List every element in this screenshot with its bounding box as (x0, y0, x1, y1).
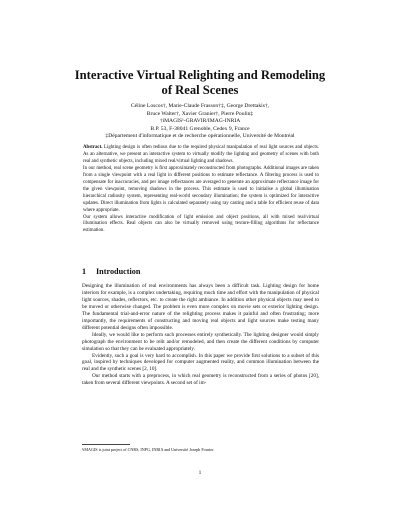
abstract (83, 145, 319, 235)
affiliation-line: ‡Département d'informatique et de recherche opérationnelle, Université de Montréal (105, 133, 295, 140)
footnote-rule (82, 444, 130, 445)
abstract-label: Abstract. (83, 145, 103, 150)
page-number: 1 (198, 470, 202, 476)
paper-title (40, 68, 360, 98)
author-block (40, 103, 360, 141)
section-heading (82, 267, 140, 277)
author-line: Bruce Walter†, Xavier Granier†, Pierre Poulin‡ (146, 110, 254, 117)
abstract-paragraph: Our system allows interactive modification of light emission and object positions, all with mixed real/virtual illumination effects. Real objects can also be virtually removed using texture-filling algorithms for reflectance estimation. (83, 214, 319, 234)
affiliation-line: B.P. 53, F-38041 Grenoble, Cedex 9, France (150, 125, 250, 132)
footnote: ¹iMAGIS is joint project of CNRS, INPG, INRIA and Université Joseph Fourier. (82, 447, 215, 452)
body-paragraph: Ideally, we would like to perform such processes entirely synthetically. The lighting designer would simply photograph the environment to be relit and/or remodeled, and then create the different conditions by computer simulation so that they can be evaluated appropriately. (82, 331, 319, 352)
abstract-text: Lighting design is often tedious due to the required physical manipulation of real light sources and objects. As an alternative, we present an interactive system to virtually modify the lighting and geometry of scenes with both real and synthetic objects, including mixed real/virtual lighting and shadows. (83, 145, 319, 164)
body-paragraph: Our method starts with a preprocess, in which real geometry is reconstructed from a series of photos [20], taken from several different viewpoints. A second set of im- (82, 373, 319, 387)
author-line: Céline Loscos†, Marie-Claude Frasson†‡, George Drettakis†, (130, 103, 270, 109)
body-paragraph: Designing the illumination of real environments has always been a difficult task. Lighting design for home interiors for example, is a complex undertaking, requiring much time and effort with the manipulation of physical light sources, shades, reflectors, etc. to create the right ambiance. In addition other physical objects may need to be moved or otherwise changed. The problem is even more complex on movie sets or exterior lighting design. The fundamental trial-and-error nature of the relighting process makes it painful and often frustrating; more importantly, the requirements of constructing and moving real objects and light sources make testing many different potential designs often impossible. (82, 283, 319, 331)
affiliation-line: †iMAGIS¹-GRAVIR/IMAG-INRIA (159, 118, 241, 125)
section-title: Introduction (96, 267, 141, 276)
title-line-2: of Real Scenes (161, 83, 239, 97)
title-line-1: Interactive Virtual Relighting and Remodeling (74, 68, 326, 82)
abstract-paragraph: In our method, real scene geometry is first approximately reconstructed from photographs. Additional images are taken from a single viewpoint with a real light in different positions to estimate reflectance. A filtering process is used to compensate for inaccuracies, and per image reflectances are averaged to generate an approximate reflectance image for the given viewpoint, removing shadows in the process. This estimate is used to initialise a global illumination hierarchical radiosity system, representing real-world secondary illumination; the system is optimized for interactive updates. Direct illumination from lights is calculated separately using ray casting and a table for efficient reuse of data where appropriate. (83, 165, 319, 213)
section-number: 1 (82, 267, 87, 276)
abstract-paragraph (83, 145, 319, 166)
body-paragraph: Evidently, such a goal is very hard to accomplish. In this paper we provide first solutions to a subset of this goal, inspired by techniques developed for computer augmented reality, and common illumination between the real and the synthetic scenes [2, 10]. (82, 352, 319, 373)
body-text (82, 283, 319, 387)
